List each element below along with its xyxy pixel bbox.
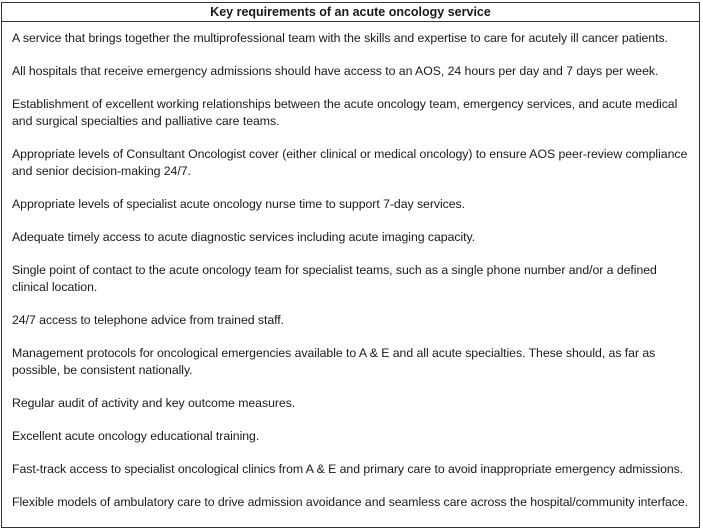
requirement-item: Appropriate levels of specialist acute oncology nurse time to support 7-day services. bbox=[12, 197, 466, 211]
requirement-item: Appropriate levels of Consultant Oncologist cover (either clinical or medical oncology) to ensure AOS peer-review compliance and senior decision-making 24/7. bbox=[12, 147, 688, 178]
requirement-item: 24/7 access to telephone advice from trained staff. bbox=[12, 313, 285, 327]
table-body bbox=[2, 22, 699, 511]
table-heading: Key requirements of an acute oncology service bbox=[2, 3, 699, 22]
requirement-item: Flexible models of ambulatory care to drive admission avoidance and seamless care across the hospital/community interface. bbox=[12, 495, 689, 509]
requirement-item: All hospitals that receive emergency admissions should have access to an AOS, 24 hours per day and 7 days per week. bbox=[12, 64, 659, 78]
requirement-item: Excellent acute oncology educational training. bbox=[12, 429, 260, 443]
requirement-item: Establishment of excellent working relationships between the acute oncology team, emergency services, and acute medical and surgical specialties and palliative care teams. bbox=[12, 97, 678, 128]
requirement-item: Single point of contact to the acute oncology team for specialist teams, such as a single phone number and/or a defined clinical location. bbox=[12, 263, 657, 294]
requirements-table bbox=[1, 2, 700, 528]
requirement-item: Adequate timely access to acute diagnostic services including acute imaging capacity. bbox=[12, 230, 476, 244]
requirement-item: Fast-track access to specialist oncological clinics from A & E and primary care to avoid inappropriate emergency admissions. bbox=[12, 462, 684, 476]
requirement-item: A service that brings together the multiprofessional team with the skills and expertise to care for acutely ill cancer patients. bbox=[12, 31, 668, 45]
requirement-item: Regular audit of activity and key outcome measures. bbox=[12, 396, 296, 410]
requirement-item: Management protocols for oncological emergencies available to A & E and all acute specialties. These should, as far as possible, be consistent nationally. bbox=[12, 346, 656, 377]
